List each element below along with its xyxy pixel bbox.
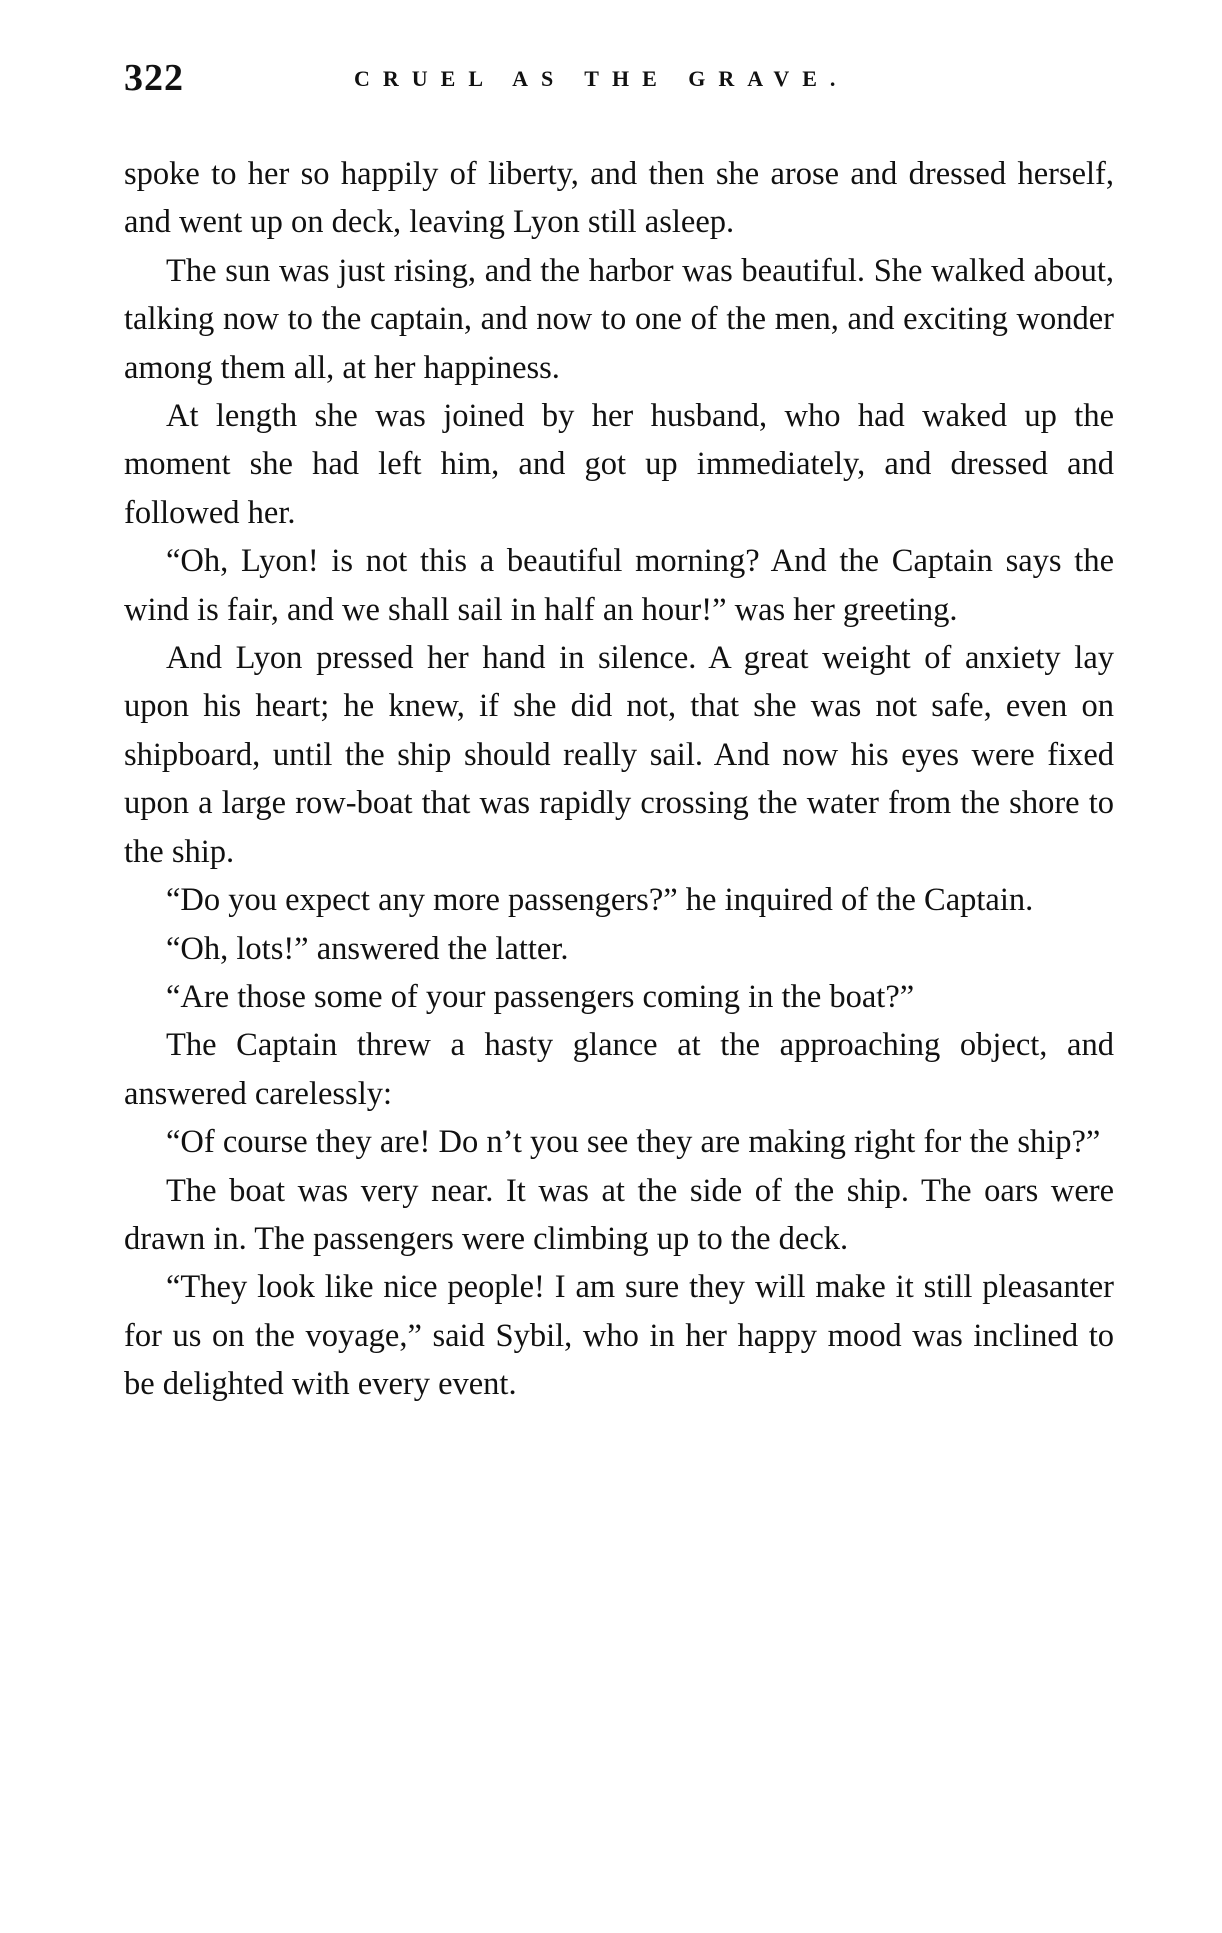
- paragraph: “Oh, lots!” answered the latter.: [166, 930, 569, 967]
- paragraph: “Of course they are! Do n’t you see they are making right for the ship?”: [166, 1124, 1101, 1161]
- paragraph: The sun was just rising, and the harbor was beautiful. She walked about, talking now to the captain, and now to one of the men, and exciting wonder among them all, at her happiness.: [124, 252, 1114, 386]
- paragraph: “Oh, Lyon! is not this a beautiful morning? And the Captain says the wind is fair, and we shall sail in half an hour!” was her greeting.: [124, 543, 1114, 628]
- paragraph: spoke to her so happily of liberty, and then she arose and dressed herself, and went up on deck, leaving Lyon still asleep.: [124, 156, 1114, 241]
- paragraph: And Lyon pressed her hand in silence. A great weight of anxiety lay upon his heart; he knew, if she did not, that she was not safe, even on shipboard, until the ship should really sail. And now his eyes were fixed upon a large row-boat that was rapidly crossing the water from the shore to the ship.: [124, 640, 1114, 870]
- paragraph: The boat was very near. It was at the side of the ship. The oars were drawn in. The passengers were climbing up to the deck.: [124, 1172, 1114, 1257]
- paragraph: “They look like nice people! I am sure they will make it still pleasanter for us on the voyage,” said Sybil, who in her happy mood was inclined to be delighted with every event.: [124, 1269, 1114, 1403]
- paragraph: The Captain threw a hasty glance at the approaching object, and answered carelessly:: [124, 1027, 1114, 1112]
- paragraph: “Do you expect any more passengers?” he inquired of the Captain.: [166, 882, 1034, 919]
- paragraph: “Are those some of your passengers coming in the boat?”: [166, 978, 915, 1015]
- paragraph: At length she was joined by her husband, who had waked up the moment she had left him, and got up immediately, and dressed and followed her.: [124, 398, 1114, 531]
- running-head: [124, 56, 1114, 116]
- page-number: 322: [124, 57, 184, 99]
- running-title: CRUEL AS THE GRAVE.: [354, 66, 849, 91]
- body-text: [124, 150, 1114, 1409]
